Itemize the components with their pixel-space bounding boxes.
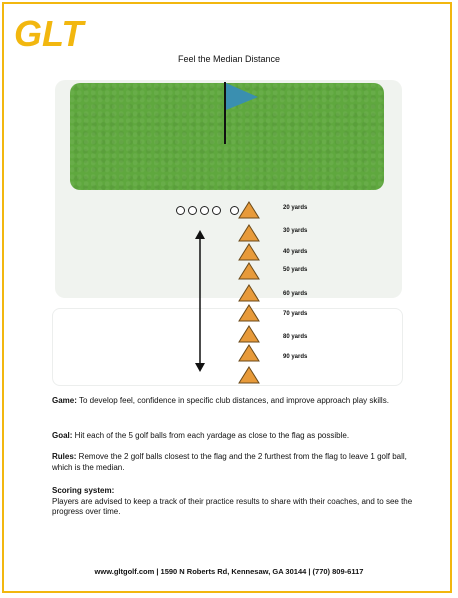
yardage-label: 60 yards bbox=[283, 291, 308, 297]
cone-icon bbox=[238, 284, 260, 302]
scoring-label: Scoring system: bbox=[52, 486, 115, 495]
cone-icon bbox=[238, 224, 260, 242]
golf-ball-icon bbox=[200, 206, 209, 215]
yardage-label: 80 yards bbox=[283, 334, 308, 340]
glt-logo bbox=[14, 12, 100, 54]
cone-icon bbox=[238, 243, 260, 261]
cone-icon bbox=[238, 366, 260, 384]
yardage-label: 90 yards bbox=[283, 354, 308, 360]
yardage-label: 30 yards bbox=[283, 228, 308, 234]
goal-section bbox=[52, 431, 422, 442]
yardage-label: 50 yards bbox=[283, 267, 308, 273]
goal-text: Hit each of the 5 golf balls from each yardage as close to the flag as possible. bbox=[72, 431, 350, 440]
flag-icon bbox=[222, 80, 262, 146]
yardage-label: 40 yards bbox=[283, 249, 308, 255]
cone-icon bbox=[238, 304, 260, 322]
cone-icon bbox=[238, 262, 260, 280]
golf-ball-icon bbox=[212, 206, 221, 215]
cone-icon bbox=[238, 325, 260, 343]
rules-section bbox=[52, 452, 422, 473]
scoring-section bbox=[52, 486, 422, 518]
double-arrow-icon bbox=[192, 230, 208, 372]
game-section bbox=[52, 396, 422, 407]
cone-icon bbox=[238, 344, 260, 362]
page-title: Feel the Median Distance bbox=[177, 54, 281, 64]
yardage-label: 20 yards bbox=[283, 205, 308, 211]
rules-text: Remove the 2 golf balls closest to the flag and the 2 furthest from the flag to leave 1 golf ball, which is the median. bbox=[52, 452, 407, 472]
practice-area-lower bbox=[52, 308, 403, 386]
cone-icon bbox=[238, 201, 260, 219]
goal-label: Goal: bbox=[52, 431, 73, 440]
golf-ball-icon bbox=[176, 206, 185, 215]
game-text: To develop feel, confidence in specific club distances, and improve approach play skills. bbox=[76, 396, 389, 405]
golf-ball-icon bbox=[188, 206, 197, 215]
game-label: Game: bbox=[52, 396, 77, 405]
yardage-label: 70 yards bbox=[283, 311, 308, 317]
rules-label: Rules: bbox=[52, 452, 77, 461]
footer-contact: www.gltgolf.com | 1590 N Roberts Rd, Kennesaw, GA 30144 | (770) 809-6117 bbox=[94, 567, 364, 576]
scoring-text: Players are advised to keep a track of their practice results to share with their coaches, and to see the progress over time. bbox=[52, 496, 413, 516]
logo-text: GLT bbox=[14, 13, 84, 54]
